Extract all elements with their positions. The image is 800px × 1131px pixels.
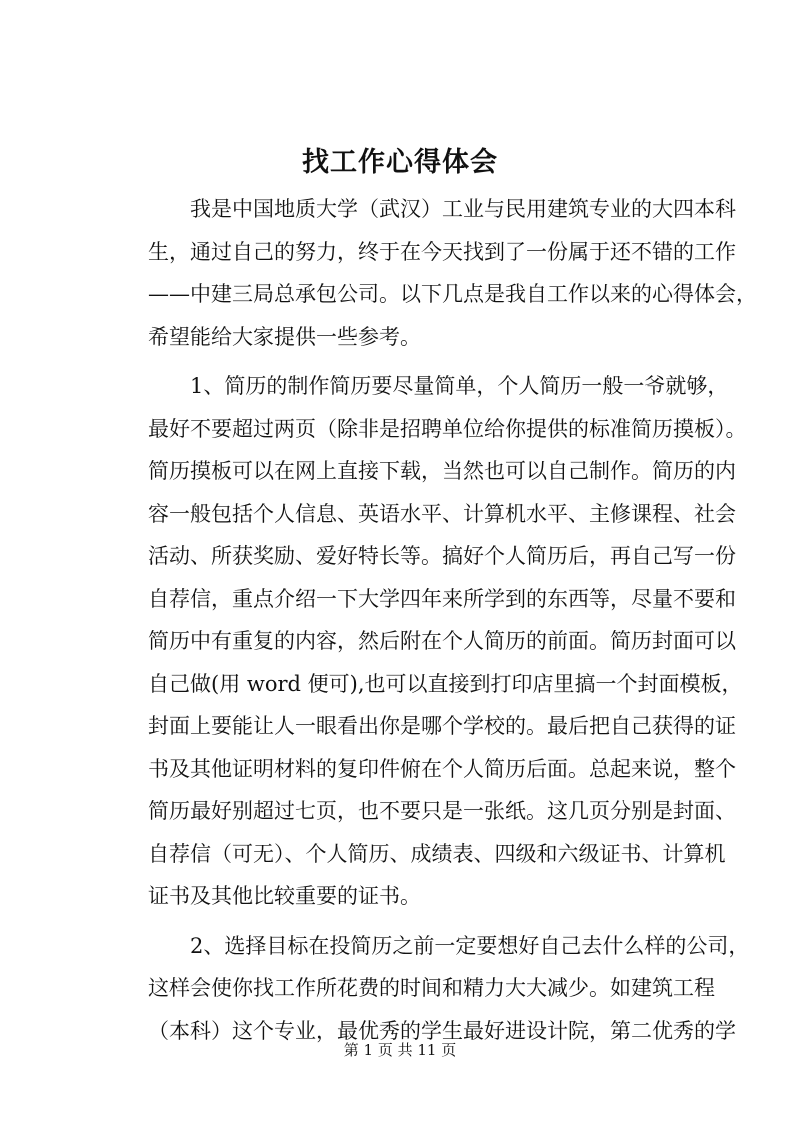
paragraph-spacer <box>106 918 702 925</box>
document-title: 找工作心得体会 <box>302 147 498 178</box>
paragraph-line: 自己做(用 word 便可),也可以直接到打印店里搞一个封面模板， <box>148 671 743 696</box>
paragraph-line: （本科）这个专业，最优秀的学生最好进设计院，第二优秀的学 <box>148 1018 736 1043</box>
page-footer: 第 1 页 共 11 页 <box>343 1041 457 1059</box>
paragraph-line: 最好不要超过两页（除非是招聘单位给你提供的标准简历摸板）。 <box>148 416 747 441</box>
paragraph-line: 容一般包括个人信息、英语水平、计算机水平、主修课程、社会 <box>148 501 736 526</box>
paragraph-target <box>106 925 750 1053</box>
paragraph-line: 简历中有重复的内容，然后附在个人简历的前面。简历封面可以 <box>148 629 736 653</box>
paragraph-intro <box>106 188 757 358</box>
paragraph-line: 自荐信，重点介绍一下大学四年来所学到的东西等，尽量不要和 <box>148 586 736 611</box>
paragraph-line: 1、简历的制作简历要尽量简单，个人简历一般一爷就够， <box>190 374 729 398</box>
paragraph-line: 书及其他证明材料的复印件俯在个人简历后面。总起来说，整个 <box>148 756 736 781</box>
paragraph-line: 2、选择目标在投简历之前一定要想好自己去什么样的公司， <box>190 933 750 958</box>
document-body <box>106 188 757 1052</box>
paragraph-line: 简历摸板可以在网上直接下载，当然也可以自己制作。简历的内 <box>148 459 736 483</box>
paragraph-resume <box>106 365 747 918</box>
paragraph-line: ——中建三局总承包公司。以下几点是我自工作以来的心得体会， <box>148 282 757 306</box>
paragraph-line: 自荐信（可无）、个人简历、成绩表、四级和六级证书、计算机 <box>148 841 726 866</box>
paragraph-line: 生，通过自己的努力，终于在今天找到了一份属于还不错的工作 <box>148 239 736 264</box>
paragraph-line: 希望能给大家提供一些参考。 <box>148 324 421 349</box>
paragraph-line: 证书及其他比较重要的证书。 <box>148 884 421 908</box>
paragraph-line: 简历最好别超过七页，也不要只是一张纸。这几页分别是封面、 <box>148 799 736 823</box>
paragraph-line: 活动、所获奖励、爱好特长等。搞好个人简历后，再自己写一份 <box>148 544 736 568</box>
paragraph-line: 封面上要能让人一眼看出你是哪个学校的。最后把自己获得的证 <box>148 714 736 738</box>
paragraph-spacer <box>106 358 702 365</box>
paragraph-line: 这样会使你找工作所花费的时间和精力大大减少。如建筑工程 <box>148 976 715 1000</box>
paragraph-line: 我是中国地质大学（武汉）工业与民用建筑专业的大四本科 <box>190 197 736 221</box>
